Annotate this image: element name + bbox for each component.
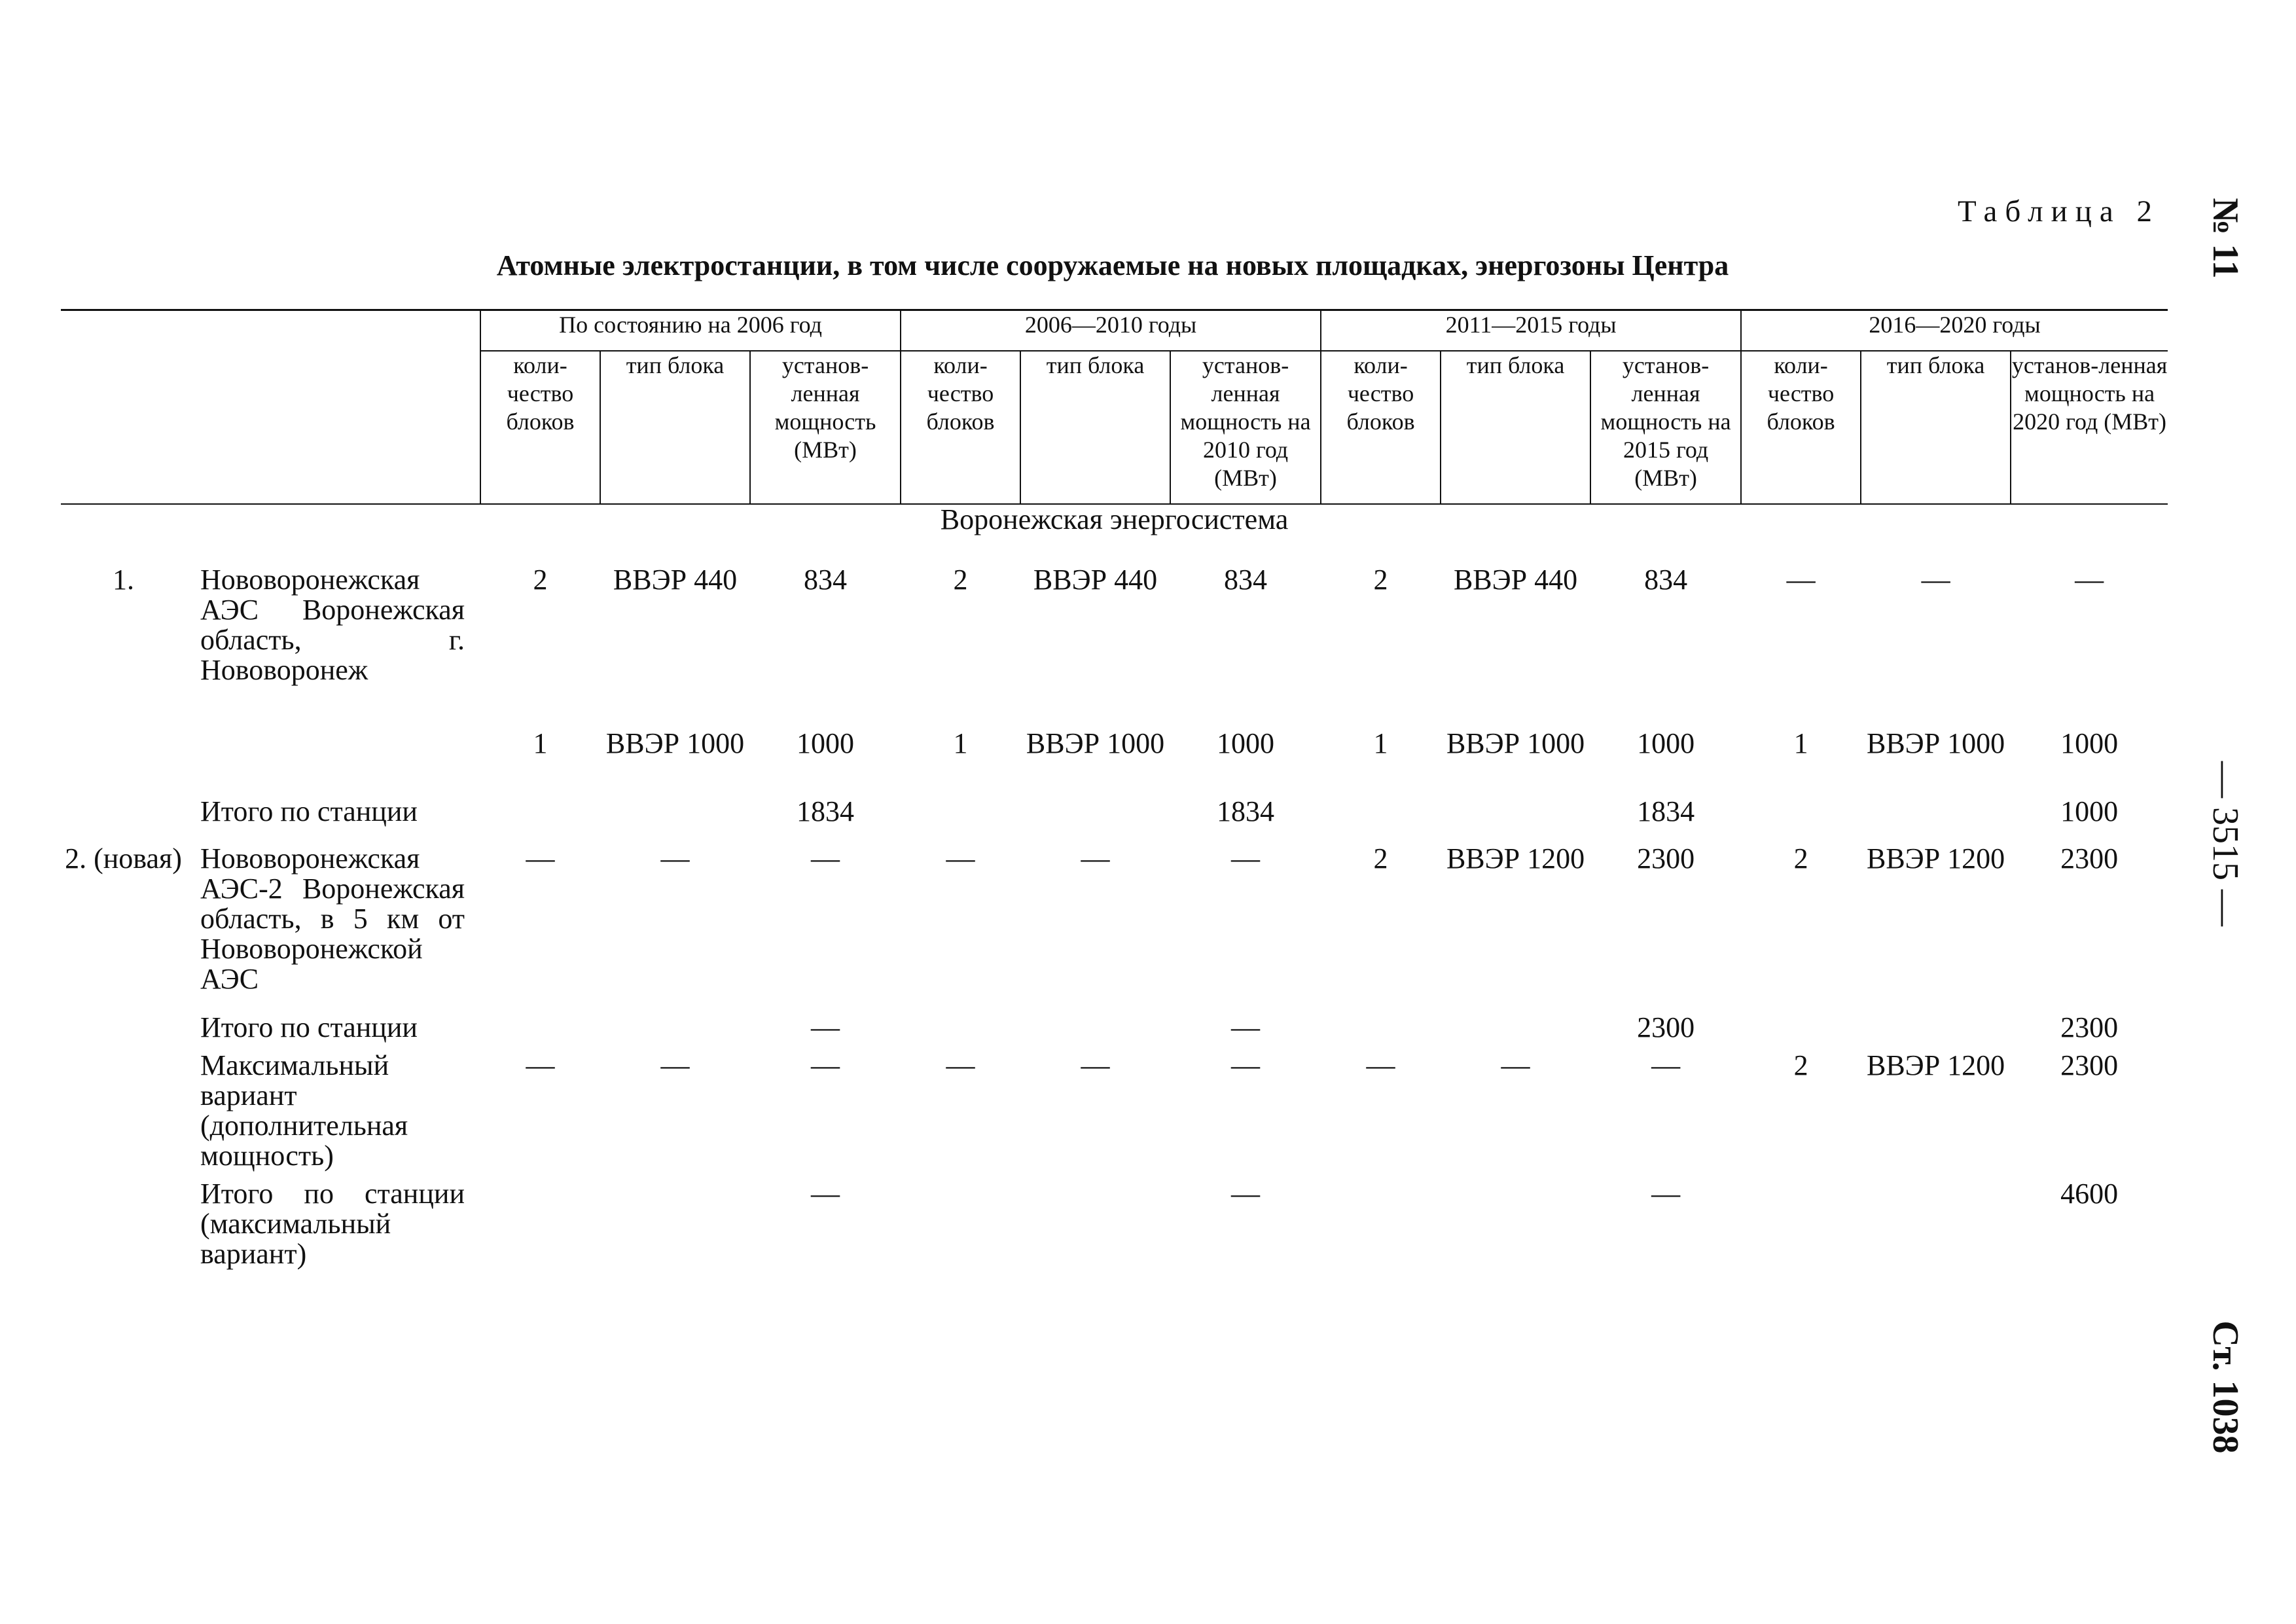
cell-capacity: 2300	[2060, 1049, 2119, 1081]
table-row	[61, 1005, 2168, 1043]
subheader-count: коли-чество блоков	[480, 351, 600, 504]
page-number: — 3515 —	[2205, 761, 2246, 926]
section-row	[61, 504, 2168, 557]
cell-count: 2	[953, 564, 968, 596]
cell-count	[1741, 789, 1861, 836]
row-number	[61, 1171, 186, 1269]
cell-type: ВВЭР 1000	[1866, 727, 2005, 759]
cell-count: 2	[1793, 1049, 1808, 1081]
cell-count	[480, 1005, 600, 1043]
row-number	[61, 721, 186, 789]
power-plants-table	[61, 309, 2168, 1269]
cell-capacity: —	[1231, 1011, 1261, 1043]
subheader-count: коли-чество блоков	[1321, 351, 1441, 504]
cell-count: 1	[533, 727, 548, 759]
station-name	[186, 721, 480, 789]
table-row	[61, 721, 2168, 789]
cell-type: ВВЭР 1200	[1866, 1049, 2005, 1081]
cell-count	[901, 1171, 1020, 1269]
cell-count: 2	[1373, 564, 1388, 596]
cell-count	[1321, 1005, 1441, 1043]
cell-count: 1	[953, 727, 968, 759]
cell-type: —	[1921, 564, 1950, 596]
subheader-type: тип блока	[600, 351, 750, 504]
cell-count	[480, 1171, 600, 1269]
cell-capacity: —	[1231, 842, 1261, 875]
table-row	[61, 836, 2168, 1005]
cell-count	[1741, 1005, 1861, 1043]
issue-number: № 11	[2205, 198, 2246, 279]
row-number: 1.	[113, 564, 134, 596]
subheader-type: тип блока	[1861, 351, 2011, 504]
group-header: 2011—2015 годы	[1321, 310, 1741, 352]
cell-capacity: —	[1231, 1178, 1261, 1210]
cell-type: —	[1081, 842, 1110, 875]
cell-capacity: 834	[1644, 564, 1688, 596]
cell-capacity: —	[1651, 1049, 1681, 1081]
group-header: 2006—2010 годы	[901, 310, 1321, 352]
cell-count: —	[946, 1049, 975, 1081]
cell-capacity: 834	[1224, 564, 1268, 596]
cell-count: —	[526, 842, 555, 875]
station-name: Итого по станции (максимальный вариант)	[200, 1178, 465, 1270]
cell-type	[1861, 1171, 2011, 1269]
cell-capacity: 2300	[1637, 842, 1695, 875]
cell-type	[600, 1005, 750, 1043]
cell-capacity: —	[811, 842, 840, 875]
cell-capacity: —	[2075, 564, 2104, 596]
cell-count: 2	[1793, 842, 1808, 875]
cell-type: —	[1501, 1049, 1530, 1081]
group-header: 2016—2020 годы	[1741, 310, 2168, 352]
cell-type	[1441, 789, 1590, 836]
cell-type	[1020, 1005, 1170, 1043]
cell-type: —	[660, 842, 690, 875]
cell-capacity: 1000	[2060, 727, 2119, 759]
cell-capacity: 834	[804, 564, 848, 596]
station-name: Нововоронежская АЭС-2 Воронежская область, в 5 км от Нововоронежской АЭС	[200, 842, 465, 995]
cell-count	[1321, 1171, 1441, 1269]
station-name: Итого по станции	[200, 795, 418, 827]
cell-count: 2	[533, 564, 548, 596]
cell-type	[1861, 1005, 2011, 1043]
cell-count	[1321, 789, 1441, 836]
subheader-capacity: установ-ленная мощность на 2020 год (МВт)	[2011, 351, 2168, 504]
cell-capacity: —	[1651, 1178, 1681, 1210]
cell-type: ВВЭР 440	[1033, 564, 1158, 596]
cell-type: ВВЭР 1000	[605, 727, 745, 759]
subheader-count: коли-чество блоков	[901, 351, 1020, 504]
article-number: Ст. 1038	[2205, 1320, 2246, 1454]
cell-type: ВВЭР 1000	[1026, 727, 1165, 759]
row-number: 2. (новая)	[65, 842, 182, 875]
cell-type	[1020, 1171, 1170, 1269]
cell-capacity: 1834	[1637, 795, 1695, 827]
station-name: Нововоронежская АЭС Воронежская область, г. Нововоронеж	[200, 564, 465, 686]
row-number	[61, 1043, 186, 1171]
table-row	[61, 557, 2168, 721]
cell-type	[600, 1171, 750, 1269]
subheader-capacity: установ-ленная мощность (МВт)	[750, 351, 901, 504]
cell-count: 1	[1373, 727, 1388, 759]
cell-capacity: 1000	[1637, 727, 1695, 759]
cell-capacity: 1000	[797, 727, 855, 759]
table-label: Таблица 2	[1957, 194, 2160, 228]
cell-capacity: 1000	[1217, 727, 1275, 759]
cell-type: —	[1081, 1049, 1110, 1081]
table-title: Атомные электростанции, в том числе сооружаемые на новых площадках, энергозоны Центра	[496, 249, 1729, 281]
cell-type: ВВЭР 1000	[1446, 727, 1585, 759]
cell-capacity: —	[811, 1049, 840, 1081]
cell-count	[901, 789, 1020, 836]
subheader-capacity: установ-ленная мощность на 2010 год (МВт)	[1170, 351, 1321, 504]
cell-capacity: 2300	[2060, 1011, 2119, 1043]
cell-capacity: —	[811, 1011, 840, 1043]
cell-capacity: 1834	[797, 795, 855, 827]
station-name: Максимальный вариант (дополнительная мощность)	[200, 1049, 408, 1172]
cell-count: —	[526, 1049, 555, 1081]
cell-count: 1	[1793, 727, 1808, 759]
cell-count: —	[1366, 1049, 1395, 1081]
cell-capacity: 4600	[2060, 1178, 2119, 1210]
cell-type: —	[660, 1049, 690, 1081]
table-row	[61, 1171, 2168, 1269]
cell-capacity: 2300	[2060, 842, 2119, 875]
group-header: По состоянию на 2006 год	[480, 310, 901, 352]
station-name: Итого по станции	[200, 1011, 418, 1043]
subheader-type: тип блока	[1020, 351, 1170, 504]
cell-count	[901, 1005, 1020, 1043]
cell-capacity: 1000	[2060, 795, 2119, 827]
header-group-row	[61, 310, 2168, 352]
cell-type	[1020, 789, 1170, 836]
cell-capacity: —	[1231, 1049, 1261, 1081]
cell-count: —	[946, 842, 975, 875]
cell-count: 2	[1373, 842, 1388, 875]
cell-type	[1441, 1171, 1590, 1269]
cell-count	[480, 789, 600, 836]
cell-type	[600, 789, 750, 836]
table-row	[61, 1043, 2168, 1171]
cell-type: ВВЭР 1200	[1866, 842, 2005, 875]
row-number	[61, 1005, 186, 1043]
cell-count	[1741, 1171, 1861, 1269]
subheader-count: коли-чество блоков	[1741, 351, 1861, 504]
row-number	[61, 789, 186, 836]
cell-count: —	[1786, 564, 1816, 596]
section-title: Воронежская энергосистема	[940, 503, 1289, 535]
table-row	[61, 789, 2168, 836]
subheader-type: тип блока	[1441, 351, 1590, 504]
cell-type: ВВЭР 440	[613, 564, 738, 596]
cell-type: ВВЭР 1200	[1446, 842, 1585, 875]
cell-type: ВВЭР 440	[1453, 564, 1578, 596]
cell-type	[1861, 789, 2011, 836]
subheader-capacity: установ-ленная мощность на 2015 год (МВт)	[1590, 351, 1741, 504]
header-corner	[61, 310, 480, 505]
cell-capacity: 2300	[1637, 1011, 1695, 1043]
cell-type	[1441, 1005, 1590, 1043]
cell-capacity: —	[811, 1178, 840, 1210]
cell-capacity: 1834	[1217, 795, 1275, 827]
